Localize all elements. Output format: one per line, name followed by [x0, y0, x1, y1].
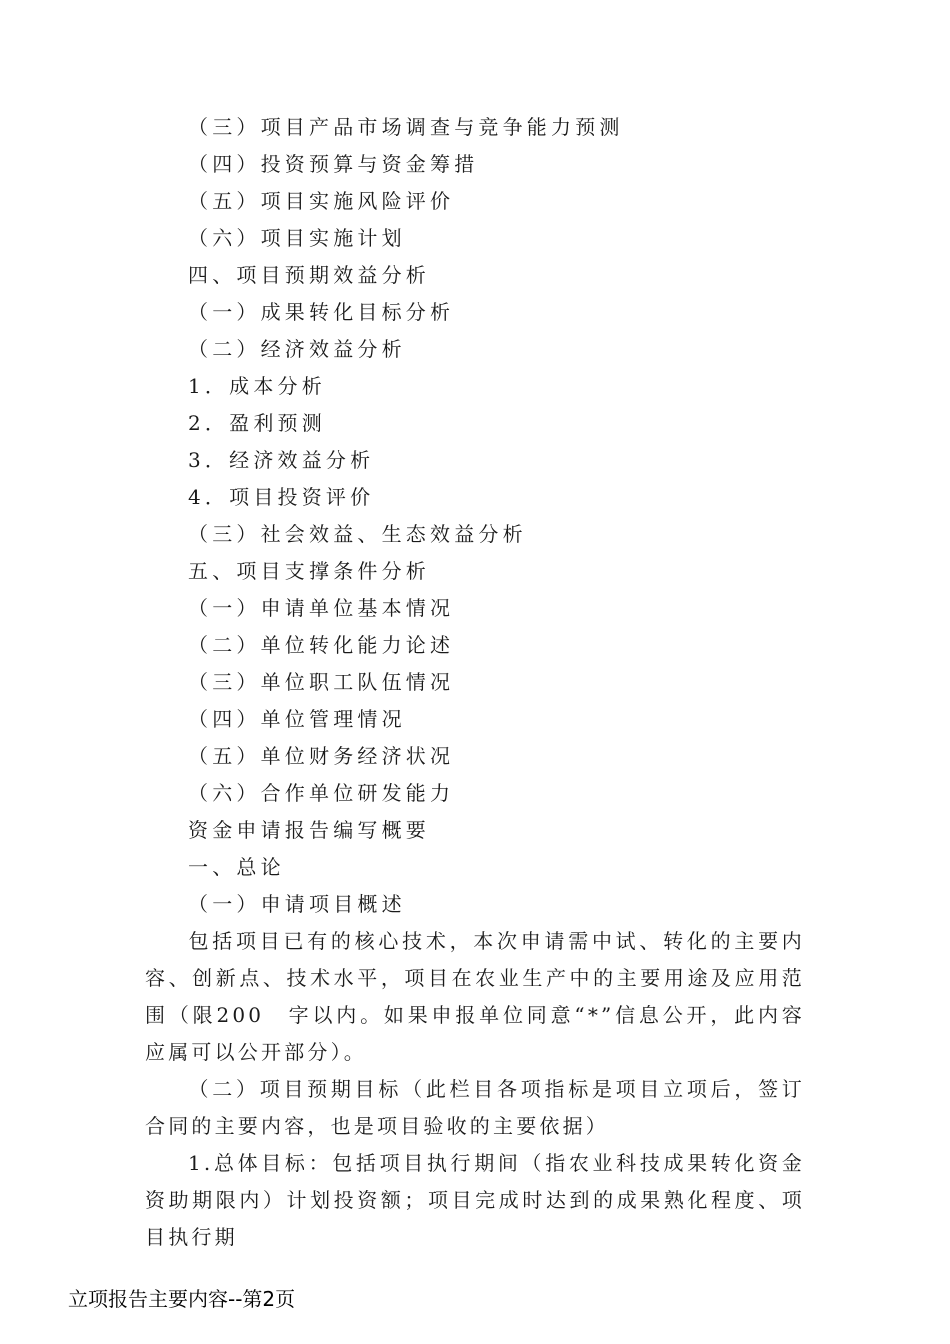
outline-line: （二）单位转化能力论述: [188, 633, 455, 657]
outline-line: （三）社会效益、生态效益分析: [188, 522, 527, 546]
outline-line: （三）项目产品市场调查与竞争能力预测: [188, 115, 624, 139]
page-footer: 立项报告主要内容--第2页: [68, 1287, 296, 1311]
outline-line: （一）申请项目概述: [188, 892, 406, 916]
outline-line: （四）投资预算与资金筹措: [188, 152, 479, 176]
outline-line: （一）成果转化目标分析: [188, 300, 455, 324]
outline-line: （五）项目实施风险评价: [188, 189, 455, 213]
body-paragraph: 1.总体目标：包括项目执行期间（指农业科技成果转化资金资助期限内）计划投资额；项目完成时达到的成果熟化程度、项目执行期: [145, 1151, 805, 1249]
section-heading: 五、项目支撑条件分析: [188, 559, 430, 583]
outline-subitem: 4．项目投资评价: [188, 485, 375, 509]
section-heading: 四、项目预期效益分析: [188, 263, 430, 287]
outline-line: （三）单位职工队伍情况: [188, 670, 455, 694]
outline-line: （五）单位财务经济状况: [188, 744, 455, 768]
section-heading: 一、总论: [188, 855, 285, 879]
outline-line: （二）经济效益分析: [188, 337, 406, 361]
outline-subitem: 3．经济效益分析: [188, 448, 375, 472]
outline-line: （四）单位管理情况: [188, 707, 406, 731]
outline-line: （一）申请单位基本情况: [188, 596, 455, 620]
body-paragraph: 包括项目已有的核心技术，本次申请需中试、转化的主要内容、创新点、技术水平，项目在农业生产中的主要用途及应用范围（限200 字以内。如果申报单位同意“*”信息公开，此内容应属可以公开部分）。: [145, 929, 805, 1064]
outline-line: （六）合作单位研发能力: [188, 781, 455, 805]
outline-subitem: 2．盈利预测: [188, 411, 326, 435]
body-paragraph: （二）项目预期目标（此栏目各项指标是项目立项后，签订合同的主要内容，也是项目验收的主要依据）: [145, 1077, 805, 1138]
report-heading: 资金申请报告编写概要: [188, 818, 430, 842]
outline-subitem: 1．成本分析: [188, 374, 326, 398]
outline-line: （六）项目实施计划: [188, 226, 406, 250]
